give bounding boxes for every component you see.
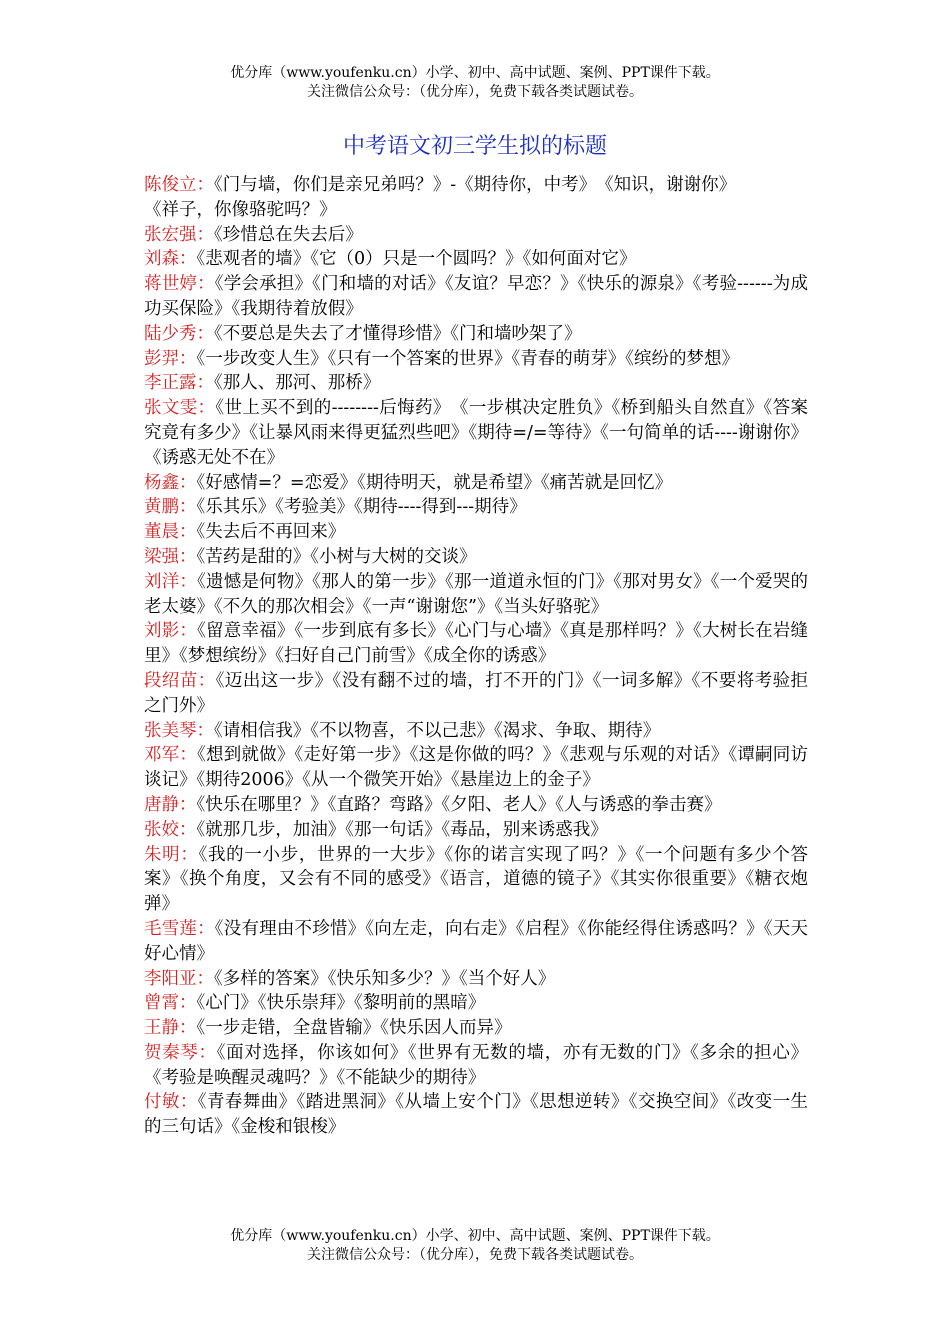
list-item xyxy=(144,1016,808,1041)
essay-titles: 《青春舞曲》《踏进黑洞》《从墙上安个门》《思想逆转》《交换空间》《改变一生的三句话》《金梭和银梭》 xyxy=(144,1092,809,1138)
student-name: 杨鑫： xyxy=(144,472,197,493)
essay-titles: 《一步走错，全盘皆输》《快乐因人而异》 xyxy=(196,1018,512,1039)
essay-titles: 《珍惜总在失去后》 xyxy=(214,224,363,245)
essay-titles: 《悲观者的墙》《它（0）只是一个圆吗？》《如何面对它》 xyxy=(196,249,637,270)
entry-list xyxy=(144,173,808,1140)
essay-titles: 《乐其乐》《考验美》《期待----得到---期待》 xyxy=(196,497,527,518)
footer-line-2: 关注微信公众号：（优分库），免费下载各类试题试卷。 xyxy=(307,1247,643,1263)
student-name: 彭羿： xyxy=(144,348,197,369)
student-name: 付敏： xyxy=(144,1092,198,1113)
list-item xyxy=(144,793,808,818)
essay-titles: 《好感情=？=恋爱》《期待明天，就是希望》《痛苦就是回忆》 xyxy=(196,472,673,493)
list-item xyxy=(144,173,808,198)
essay-titles: 《快乐在哪里？》《直路？弯路》《夕阳、老人》《人与诱惑的拳击赛》 xyxy=(196,794,722,815)
header-line-1: 优分库（www.youfenku.cn）小学、初中、高中试题、案例、PPT课件下载。 xyxy=(230,65,720,81)
essay-titles: 《门与墙，你们是亲兄弟吗？》-《期待你，中考》 《知识，谢谢你》 xyxy=(214,175,737,195)
footer-line-1: 优分库（www.youfenku.cn）小学、初中、高中试题、案例、PPT课件下载。 xyxy=(230,1228,720,1244)
student-name: 朱明： xyxy=(144,844,199,865)
list-item xyxy=(144,743,808,793)
list-item xyxy=(144,1041,808,1091)
list-item xyxy=(144,495,808,520)
student-name: 毛雪莲： xyxy=(144,918,215,939)
essay-titles: 《失去后不再回来》 xyxy=(196,522,346,543)
student-name: 蒋世婷： xyxy=(144,274,215,295)
essay-titles: 《就那几步，加油》《那一句话》《毒品，别来诱惑我》 xyxy=(196,819,608,840)
student-name: 王静： xyxy=(144,1018,197,1039)
list-item xyxy=(144,991,808,1016)
student-name: 段绍苗： xyxy=(144,670,216,691)
header-line-2: 关注微信公众号：（优分库），免费下载各类试题试卷。 xyxy=(307,84,643,100)
student-name: 梁强： xyxy=(144,546,197,567)
essay-titles: 《面对选择，你该如何》《世界有无数的墙，亦有无数的门》《多余的担心》《考验是唤醒灵魂吗？》《不能缺少的期待》 xyxy=(144,1042,809,1088)
student-name: 陈俊立： xyxy=(144,175,214,195)
student-name: 张姣： xyxy=(144,819,197,840)
list-item xyxy=(144,471,808,496)
list-item xyxy=(144,843,808,917)
essay-titles: 《祥子，你像骆驼吗？》 xyxy=(144,199,337,220)
essay-titles: 《我的一小步，世界的一大步》《你的诺言实现了吗？》《一个问题有多少个答案》《换个角度，又会有不同的感受》《语言，道德的镜子》《其实你很重要》《糖衣炮弹》 xyxy=(144,844,809,915)
essay-titles: 《世上买不到的--------后悔药》 《一步棋决定胜负》《桥到船头自然直》《答案究竟有多少》《让暴风雨来得更猛烈些吧》《期待=/=等待》《一句简单的话----谢谢你》《诱惑无处不在》 xyxy=(144,398,808,468)
student-name: 贺秦琴： xyxy=(144,1042,217,1063)
list-item xyxy=(144,669,808,719)
list-item xyxy=(144,223,808,248)
essay-titles: 《请相信我》《不以物喜，不以己悲》《渴求、争取、期待》 xyxy=(214,720,661,741)
student-name: 李正露： xyxy=(144,373,214,394)
essay-titles: 《一步改变人生》《只有一个答案的世界》《青春的萌芽》《缤纷的梦想》 xyxy=(196,348,739,369)
list-item xyxy=(144,520,808,545)
essay-titles: 《迈出这一步》《没有翻不过的墙，打不开的门》《一词多解》《不要将考验拒之门外》 xyxy=(144,670,809,716)
list-item xyxy=(144,371,808,396)
student-name: 刘影： xyxy=(144,621,198,642)
list-item xyxy=(144,967,808,992)
document-title: 中考语文初三学生拟的标题 xyxy=(342,134,607,159)
list-item xyxy=(144,198,808,223)
list-item xyxy=(144,322,808,347)
student-name: 刘森： xyxy=(144,249,197,270)
list-item xyxy=(144,545,808,570)
page-footer xyxy=(0,1227,950,1265)
student-name: 黄鹏： xyxy=(144,497,197,518)
student-name: 刘洋： xyxy=(144,571,198,592)
student-name: 张文雯： xyxy=(144,398,216,419)
list-item xyxy=(144,272,808,322)
student-name: 李阳亚： xyxy=(144,968,214,989)
list-item xyxy=(144,396,808,470)
student-name: 董晨： xyxy=(144,522,197,543)
student-name: 张美琴： xyxy=(144,720,214,741)
student-name: 曾霄： xyxy=(144,993,197,1014)
essay-titles: 《多样的答案》《快乐知多少？》《当个好人》 xyxy=(214,968,556,989)
page-header xyxy=(0,64,950,102)
essay-titles: 《没有理由不珍惜》《向左走，向右走》《启程》《你能经得住诱惑吗？》《天天好心情》 xyxy=(144,918,808,964)
list-item xyxy=(144,917,808,967)
essay-titles: 《想到就做》《走好第一步》《这是你做的吗？》《悲观与乐观的对话》《谭嗣同访谈记》《期待2006》《从一个微笑开始》《悬崖边上的金子》 xyxy=(144,745,809,791)
essay-titles: 《留意幸福》《一步到底有多长》《心门与心墙》《真是那样吗？》《大树长在岩缝里》《梦想缤纷》《扫好自己门前雪》《成全你的诱惑》 xyxy=(144,621,809,667)
list-item xyxy=(144,619,808,669)
essay-titles: 《学会承担》《门和墙的对话》《友谊？早恋？》《快乐的源泉》《考验------为成功买保险》《我期待着放假》 xyxy=(144,274,808,319)
student-name: 陆少秀： xyxy=(144,323,214,344)
essay-titles: 《苦药是甜的》《小树与大树的交谈》 xyxy=(196,546,477,567)
student-name: 邓军： xyxy=(144,745,198,766)
list-item xyxy=(144,347,808,372)
essay-titles: 《遗憾是何物》《那人的第一步》《那一道道永恒的门》《那对男女》《一个爱哭的老太婆》《不久的那次相会》《一声“谢谢您”》《当头好骆驼》 xyxy=(144,571,809,617)
student-name: 张宏强： xyxy=(144,224,214,245)
list-item xyxy=(144,818,808,843)
list-item xyxy=(144,247,808,272)
essay-titles: 《那人、那河、那桥》 xyxy=(214,373,381,394)
list-item xyxy=(144,570,808,620)
list-item xyxy=(144,1090,808,1140)
student-name: 唐静： xyxy=(144,794,197,815)
list-item xyxy=(144,719,808,744)
essay-titles: 《心门》《快乐崇拜》《黎明前的黑暗》 xyxy=(196,993,486,1014)
essay-titles: 《不要总是失去了才懂得珍惜》《门和墙吵架了》 xyxy=(214,323,582,344)
